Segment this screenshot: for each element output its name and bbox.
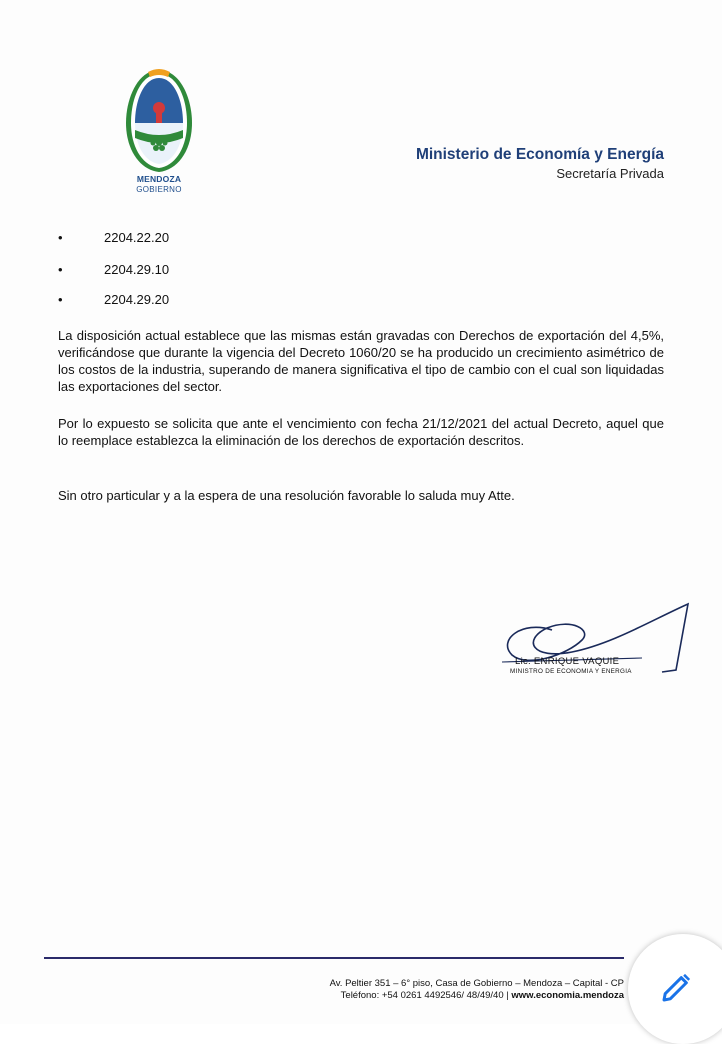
footer-phone: Teléfono: +54 0261 4492546/ 48/49/40 | bbox=[340, 990, 512, 1001]
tariff-code-1: 2204.22.20 bbox=[104, 230, 170, 245]
footer-address: Av. Peltier 351 – 6° piso, Casa de Gobierno – Mendoza – Capital - CP bbox=[329, 978, 624, 989]
footer-contact bbox=[341, 990, 624, 1001]
footer-website: www.economia.mendoza bbox=[511, 990, 624, 1001]
tariff-code-3: 2204.29.20 bbox=[104, 292, 170, 307]
edit-button[interactable] bbox=[628, 934, 722, 1044]
paragraph-disposition: La disposición actual establece que las mismas están gravadas con Derechos de exportación del 4,5%, verificándose que durante la vigencia del Decreto 1060/20 se ha producido un crecimiento asimétrico de los costos de la industria, superando de manera significativa el tipo de cambio con el cual son liquidadas las exportaciones del sector. bbox=[58, 328, 664, 394]
footer-divider bbox=[44, 957, 624, 959]
list-bullet: • bbox=[58, 292, 63, 307]
signer-name: Lic. ENRIQUE VAQUIE bbox=[515, 656, 620, 667]
pencil-icon bbox=[658, 970, 694, 1006]
logo-text-mendoza: MENDOZA bbox=[136, 174, 182, 184]
paragraph-request: Por lo expuesto se solicita que ante el vencimiento con fecha 21/12/2021 del actual Decreto, aquel que lo reemplace establezca la eliminación de los derechos de exportación descritos. bbox=[58, 416, 664, 448]
paragraph-closing: Sin otro particular y a la espera de una resolución favorable lo saluda muy Atte. bbox=[58, 488, 515, 503]
signer-title: MINISTRO DE ECONOMIA Y ENERGIA bbox=[510, 668, 632, 675]
office-subtitle: Secretaría Privada bbox=[556, 166, 664, 181]
handwritten-signature bbox=[492, 600, 692, 690]
logo-text-gobierno: GOBIERNO bbox=[136, 185, 182, 194]
list-bullet: • bbox=[58, 230, 63, 245]
ministry-title: Ministerio de Economía y Energía bbox=[415, 146, 664, 163]
list-bullet: • bbox=[58, 262, 63, 277]
tariff-code-2: 2204.29.10 bbox=[104, 262, 170, 277]
